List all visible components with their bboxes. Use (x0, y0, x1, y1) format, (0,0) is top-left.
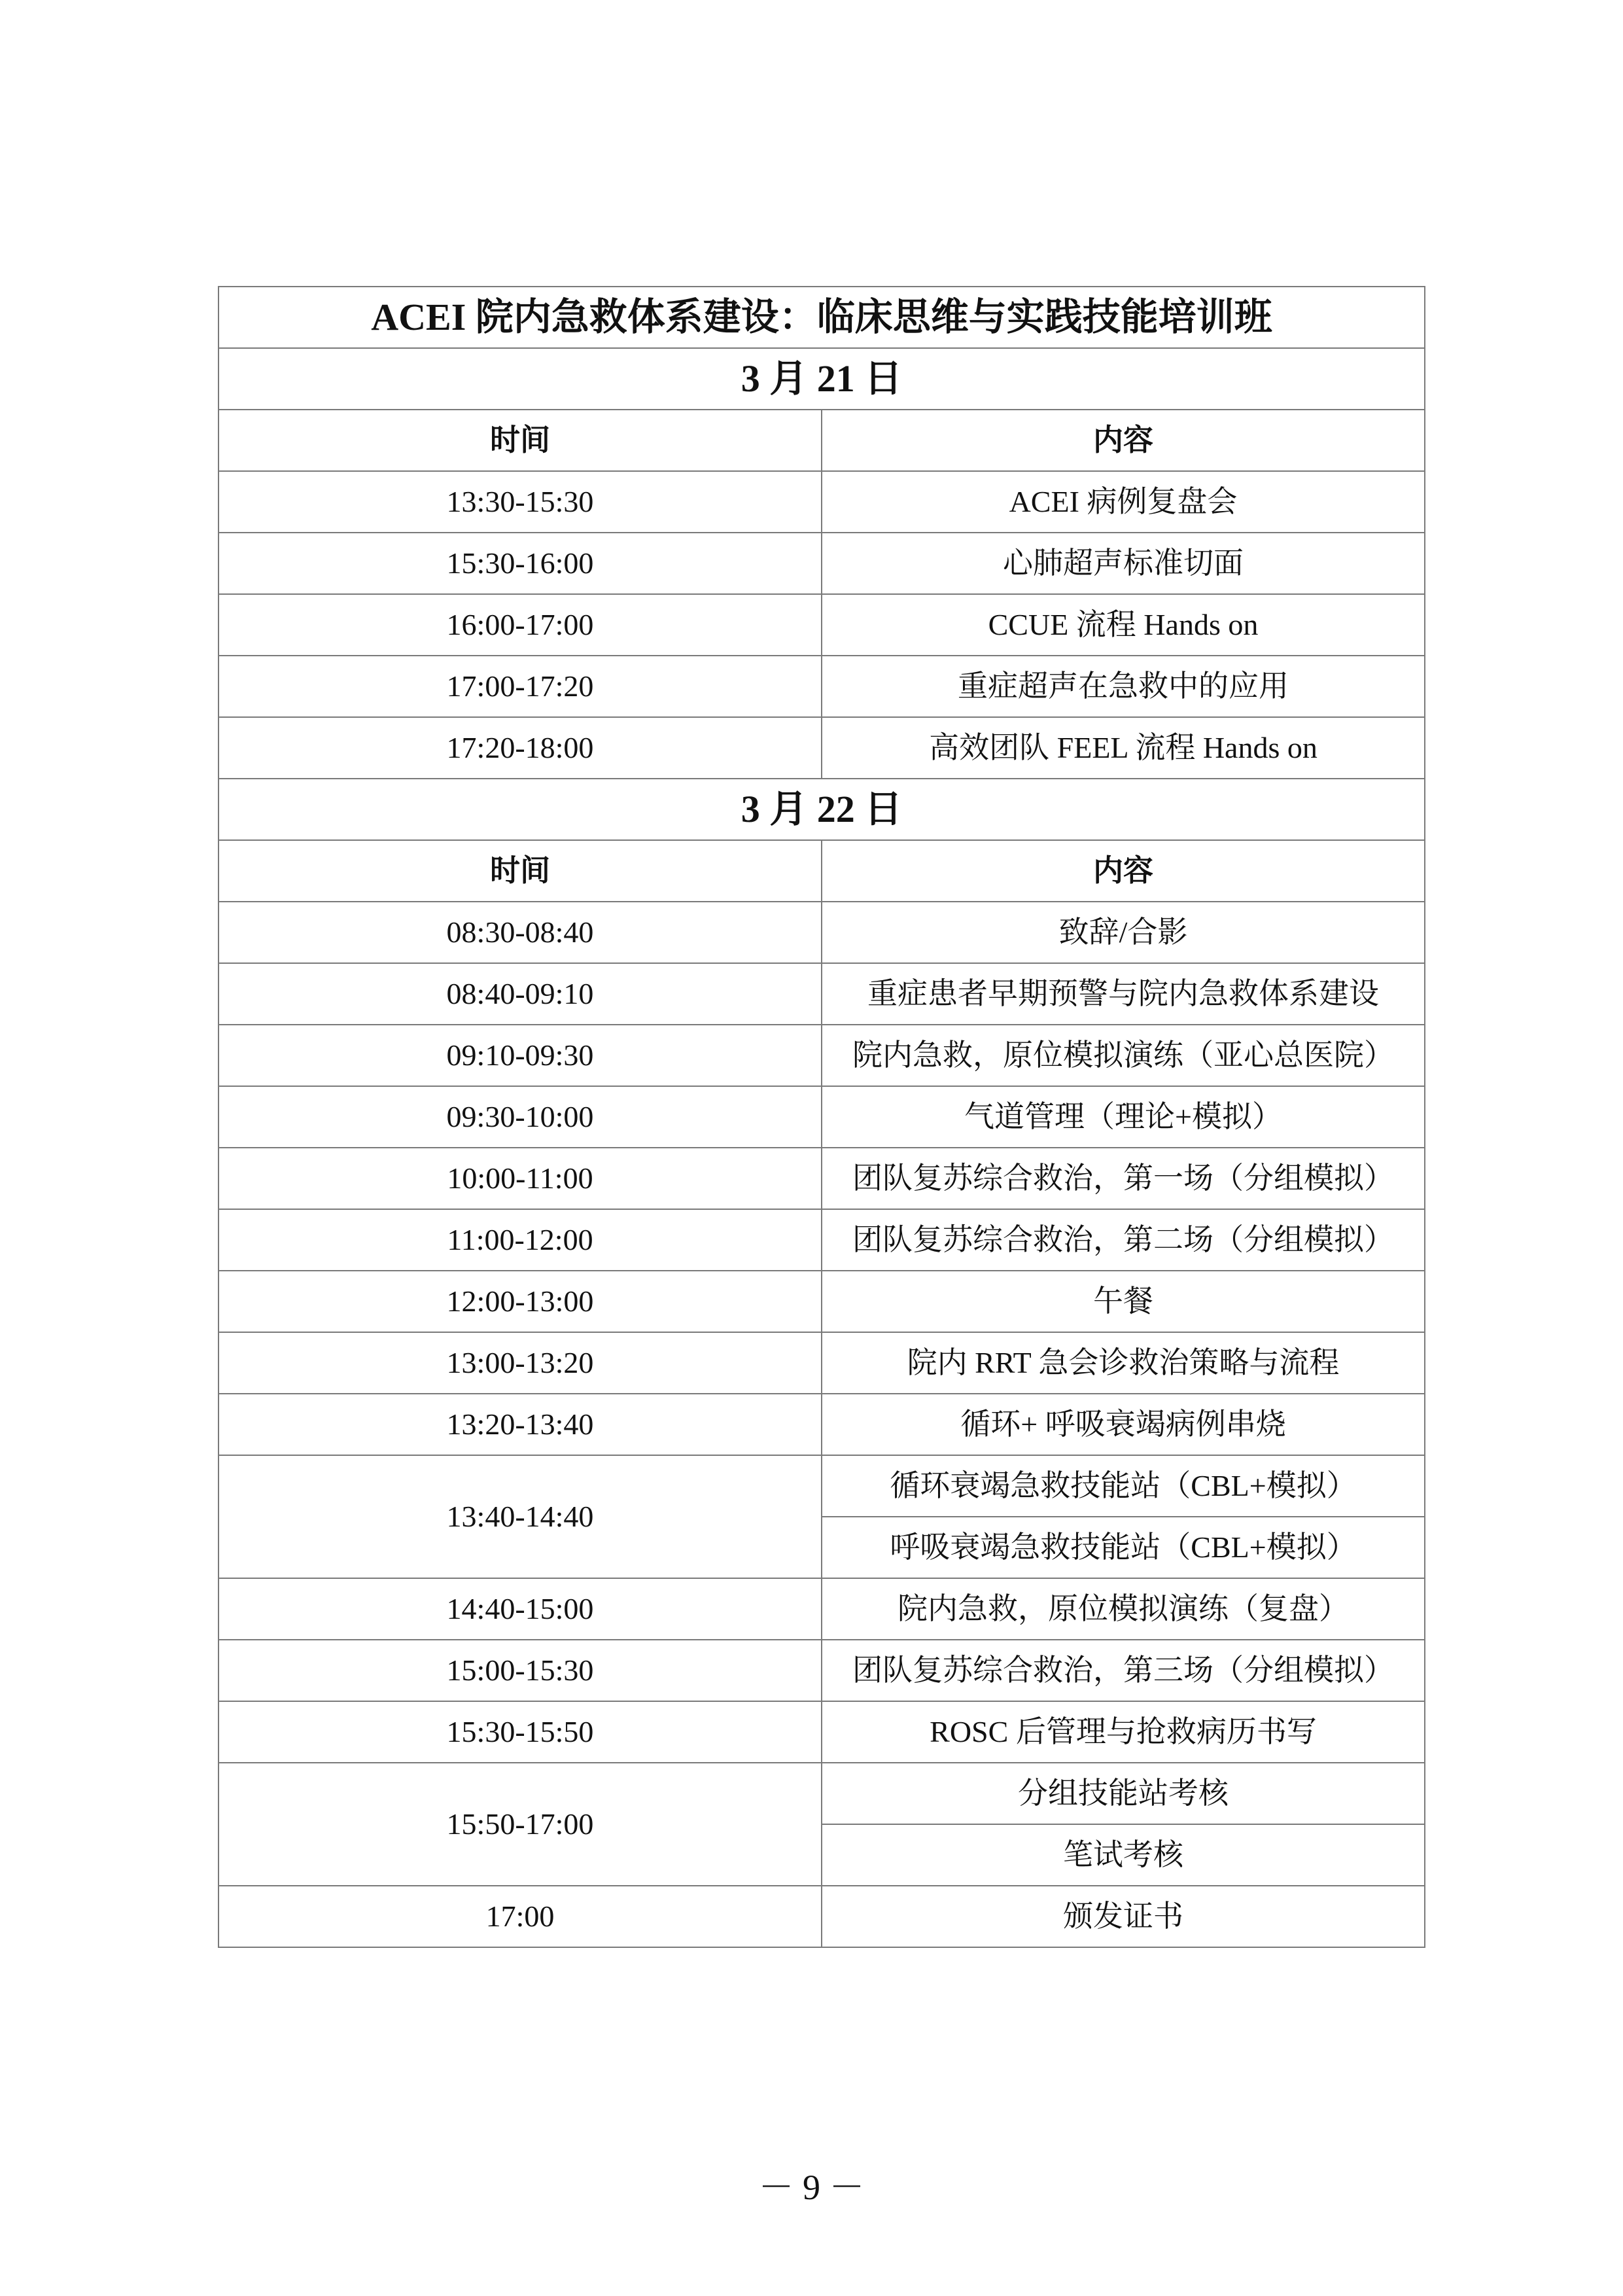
time-cell: 17:00-17:20 (218, 656, 822, 717)
schedule-row (218, 471, 1425, 533)
day-row (218, 779, 1425, 840)
day-heading: 3 月 21 日 (218, 348, 1425, 410)
content-cell: 循环+ 呼吸衰竭病例串烧 (822, 1394, 1425, 1455)
content-cell: 心肺超声标准切面 (822, 533, 1425, 594)
schedule-row (218, 1209, 1425, 1271)
schedule-row (218, 656, 1425, 717)
column-header-time: 时间 (218, 840, 822, 902)
time-cell: 09:10-09:30 (218, 1025, 822, 1086)
schedule-row (218, 1148, 1425, 1209)
content-cell: 团队复苏综合救治，第二场（分组模拟） (822, 1209, 1425, 1271)
content-cell: ROSC 后管理与抢救病历书写 (822, 1701, 1425, 1763)
schedule-body (218, 287, 1425, 1947)
time-cell: 16:00-17:00 (218, 594, 822, 656)
time-cell: 15:50-17:00 (218, 1763, 822, 1886)
document-title: ACEI 院内急救体系建设：临床思维与实践技能培训班 (218, 287, 1425, 348)
title-row (218, 287, 1425, 348)
schedule-row (218, 1271, 1425, 1332)
schedule-row (218, 1086, 1425, 1148)
schedule-row (218, 1455, 1425, 1517)
time-cell: 15:30-15:50 (218, 1701, 822, 1763)
time-cell: 17:00 (218, 1886, 822, 1947)
page-number: － 9 － (758, 2168, 865, 2207)
schedule-row (218, 1701, 1425, 1763)
schedule-row (218, 1886, 1425, 1947)
content-cell: 笔试考核 (822, 1824, 1425, 1886)
content-cell: 午餐 (822, 1271, 1425, 1332)
column-header-row (218, 410, 1425, 471)
column-header-row (218, 840, 1425, 902)
content-cell: 院内 RRT 急会诊救治策略与流程 (822, 1332, 1425, 1394)
content-cell: 致辞/合影 (822, 902, 1425, 963)
schedule-row (218, 1394, 1425, 1455)
time-cell: 17:20-18:00 (218, 717, 822, 779)
time-cell: 15:30-16:00 (218, 533, 822, 594)
day-row (218, 348, 1425, 410)
time-cell: 13:00-13:20 (218, 1332, 822, 1394)
column-header-content: 内容 (822, 840, 1425, 902)
content-cell: 高效团队 FEEL 流程 Hands on (822, 717, 1425, 779)
schedule-row (218, 1763, 1425, 1824)
time-cell: 09:30-10:00 (218, 1086, 822, 1148)
time-cell: 15:00-15:30 (218, 1640, 822, 1701)
content-cell: 分组技能站考核 (822, 1763, 1425, 1824)
time-cell: 08:30-08:40 (218, 902, 822, 963)
time-cell: 13:40-14:40 (218, 1455, 822, 1578)
schedule-row (218, 1640, 1425, 1701)
schedule-row (218, 533, 1425, 594)
content-cell: 院内急救，原位模拟演练（复盘） (822, 1578, 1425, 1640)
schedule-row (218, 902, 1425, 963)
time-cell: 13:20-13:40 (218, 1394, 822, 1455)
schedule-row (218, 717, 1425, 779)
day-heading: 3 月 22 日 (218, 779, 1425, 840)
content-cell: 重症患者早期预警与院内急救体系建设 (822, 963, 1425, 1025)
column-header-content: 内容 (822, 410, 1425, 471)
schedule-row (218, 963, 1425, 1025)
content-cell: ACEI 病例复盘会 (822, 471, 1425, 533)
content-cell: 循环衰竭急救技能站（CBL+模拟） (822, 1455, 1425, 1517)
time-cell: 08:40-09:10 (218, 963, 822, 1025)
content-cell: 团队复苏综合救治，第三场（分组模拟） (822, 1640, 1425, 1701)
schedule-row (218, 594, 1425, 656)
time-cell: 11:00-12:00 (218, 1209, 822, 1271)
schedule-row (218, 1332, 1425, 1394)
time-cell: 10:00-11:00 (218, 1148, 822, 1209)
column-header-time: 时间 (218, 410, 822, 471)
content-cell: CCUE 流程 Hands on (822, 594, 1425, 656)
content-cell: 颁发证书 (822, 1886, 1425, 1947)
time-cell: 13:30-15:30 (218, 471, 822, 533)
time-cell: 14:40-15:00 (218, 1578, 822, 1640)
time-cell: 12:00-13:00 (218, 1271, 822, 1332)
schedule-table (218, 286, 1425, 1948)
content-cell: 团队复苏综合救治，第一场（分组模拟） (822, 1148, 1425, 1209)
schedule-row (218, 1025, 1425, 1086)
content-cell: 呼吸衰竭急救技能站（CBL+模拟） (822, 1517, 1425, 1578)
content-cell: 气道管理（理论+模拟） (822, 1086, 1425, 1148)
content-cell: 重症超声在急救中的应用 (822, 656, 1425, 717)
content-cell: 院内急救，原位模拟演练（亚心总医院） (822, 1025, 1425, 1086)
schedule-row (218, 1578, 1425, 1640)
